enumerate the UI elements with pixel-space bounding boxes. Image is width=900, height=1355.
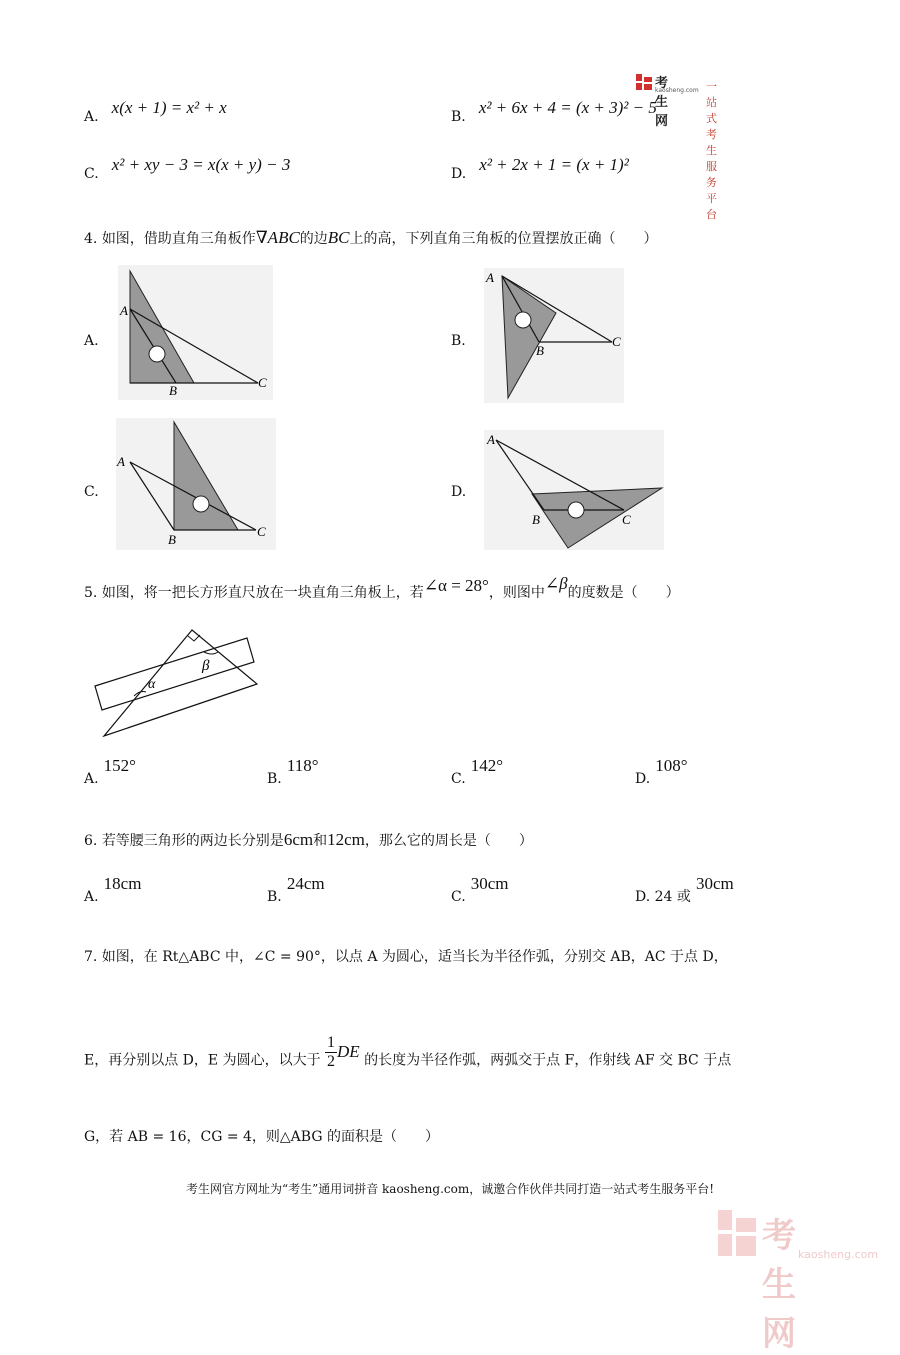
q7-line3: G，若 AB = 16，CG = 4，则△ABG 的面积是（ ） bbox=[84, 1129, 439, 1145]
q3-option-b bbox=[451, 98, 657, 126]
fig-label-beta: β bbox=[202, 658, 210, 674]
q3-option-c bbox=[84, 155, 291, 183]
footer-text: 考生网官方网址为“考生”通用词拼音 kaosheng.com，诚邀合作伙伴共同打造一站式考生服务平台! bbox=[185, 1182, 715, 1196]
fig-label-c: C bbox=[622, 512, 631, 527]
q7-line2 bbox=[84, 1034, 732, 1079]
stem-math: ∇ABC bbox=[255, 228, 300, 247]
option-label: A. bbox=[84, 889, 99, 905]
fig-label-b: B bbox=[536, 343, 544, 358]
q5-option-d bbox=[635, 756, 688, 788]
fig-label-a: A bbox=[486, 270, 494, 285]
fig-label-a: A bbox=[487, 432, 495, 447]
stem-math: ∠β bbox=[544, 574, 568, 593]
option-label: A. bbox=[84, 109, 99, 125]
q5-option-b bbox=[267, 756, 319, 788]
option-value: 30cm bbox=[695, 874, 734, 893]
q6-option-a bbox=[84, 874, 142, 906]
stem-text: 上的高，下列直角三角板的位置摆放正确（ ） bbox=[349, 231, 658, 247]
q6-option-d bbox=[635, 874, 734, 906]
question-number: 6. bbox=[84, 833, 98, 849]
option-label: C. bbox=[84, 166, 99, 182]
logo-sub: kaosheng.com bbox=[655, 87, 699, 94]
q5-stem bbox=[84, 574, 680, 602]
option-expr: x² + xy − 3 = x(x + y) − 3 bbox=[111, 155, 291, 174]
question-number: 5. bbox=[84, 585, 98, 601]
q5-figure bbox=[92, 624, 262, 739]
fraction-denominator: 2 bbox=[327, 1053, 336, 1070]
stem-math: BC bbox=[327, 228, 350, 247]
q4-option-b-label: B. bbox=[451, 333, 466, 349]
stem-text: 的度数是（ ） bbox=[567, 585, 680, 601]
q4-option-c-label: C. bbox=[84, 484, 99, 500]
q3-option-d bbox=[451, 155, 629, 183]
stem-math: DE bbox=[337, 1041, 360, 1061]
q6-stem bbox=[84, 830, 533, 850]
option-label: D. bbox=[451, 166, 467, 182]
fig-label-c: C bbox=[258, 375, 267, 390]
watermark-icon bbox=[718, 1210, 756, 1256]
stem-text: ，那么它的周长是（ ） bbox=[364, 833, 533, 849]
option-expr: x² + 2x + 1 = (x + 1)² bbox=[479, 155, 629, 174]
q4-stem bbox=[84, 228, 658, 248]
q6-option-c bbox=[451, 874, 509, 906]
watermark-text: 考生网 bbox=[762, 1216, 796, 1354]
fraction bbox=[325, 1034, 337, 1071]
stem-text: 的边 bbox=[299, 231, 328, 247]
stem-text: 的长度为半径作弧，两弧交于点 F，作射线 AF 交 BC 于点 bbox=[364, 1052, 732, 1069]
fig-label-b: B bbox=[169, 383, 177, 398]
option-value: 152° bbox=[103, 756, 136, 775]
q5-option-a bbox=[84, 756, 136, 788]
q5-option-c bbox=[451, 756, 504, 788]
option-expr: x² + 6x + 4 = (x + 3)² − 5 bbox=[478, 98, 657, 117]
q3-option-a bbox=[84, 98, 227, 126]
stem-text: 和 bbox=[313, 833, 328, 849]
question-number: 4. bbox=[84, 231, 98, 247]
option-value: 108° bbox=[655, 756, 688, 775]
stem-math: ∠α = 28° bbox=[423, 576, 489, 595]
option-label: D. bbox=[635, 771, 651, 787]
option-label: C. bbox=[451, 771, 466, 787]
header-slogan: 一站式考生服务平台 bbox=[706, 80, 717, 221]
option-label: B. bbox=[451, 109, 466, 125]
fig-label-b: B bbox=[532, 512, 540, 527]
stem-text: 如图，将一把长方形直尺放在一块直角三角板上，若 bbox=[101, 585, 424, 601]
q4-option-d-label: D. bbox=[451, 484, 467, 500]
option-value: 30cm bbox=[470, 874, 509, 893]
q4-figure-c bbox=[116, 418, 276, 550]
option-value: 118° bbox=[286, 756, 319, 775]
stem-text: ，则图中 bbox=[488, 585, 545, 601]
option-value: 18cm bbox=[103, 874, 142, 893]
fraction-numerator: 1 bbox=[327, 1034, 336, 1051]
option-label: B. bbox=[267, 771, 282, 787]
fig-label-a: A bbox=[117, 454, 125, 469]
q4-figure-b bbox=[484, 268, 624, 403]
fig-label-alpha: α bbox=[148, 677, 156, 692]
option-label: A. bbox=[84, 771, 99, 787]
fig-label-a: A bbox=[120, 303, 128, 318]
logo-icon bbox=[636, 74, 652, 90]
watermark-sub: kaosheng.com bbox=[798, 1248, 879, 1261]
logo-text: 考生网 bbox=[655, 76, 669, 129]
q4-figure-a bbox=[118, 265, 273, 400]
q4-figure-d bbox=[484, 430, 664, 550]
option-label: B. bbox=[267, 889, 282, 905]
option-value: 142° bbox=[470, 756, 504, 775]
stem-math: 6cm bbox=[283, 830, 314, 849]
q6-option-b bbox=[267, 874, 325, 906]
option-expr: x(x + 1) = x² + x bbox=[111, 98, 227, 117]
stem-text: 若等腰三角形的两边长分别是 bbox=[101, 833, 284, 849]
option-label: D. 24 或 bbox=[635, 889, 691, 905]
option-value: 24cm bbox=[286, 874, 325, 893]
q7-line1: 7. 如图，在 Rt△ABC 中，∠C = 90°，以点 A 为圆心，适当长为半径作弧，分别交 AB，AC 于点 D， bbox=[84, 949, 728, 965]
stem-math: 12cm bbox=[327, 830, 365, 849]
stem-text: E，再分别以点 D，E 为圆心，以大于 bbox=[84, 1052, 321, 1069]
option-label: C. bbox=[451, 889, 466, 905]
fig-label-c: C bbox=[257, 524, 266, 539]
q4-option-a-label: A. bbox=[84, 333, 99, 349]
fig-label-b: B bbox=[168, 532, 176, 547]
stem-text: 如图，借助直角三角板作 bbox=[101, 231, 256, 247]
fig-label-c: C bbox=[612, 334, 621, 349]
